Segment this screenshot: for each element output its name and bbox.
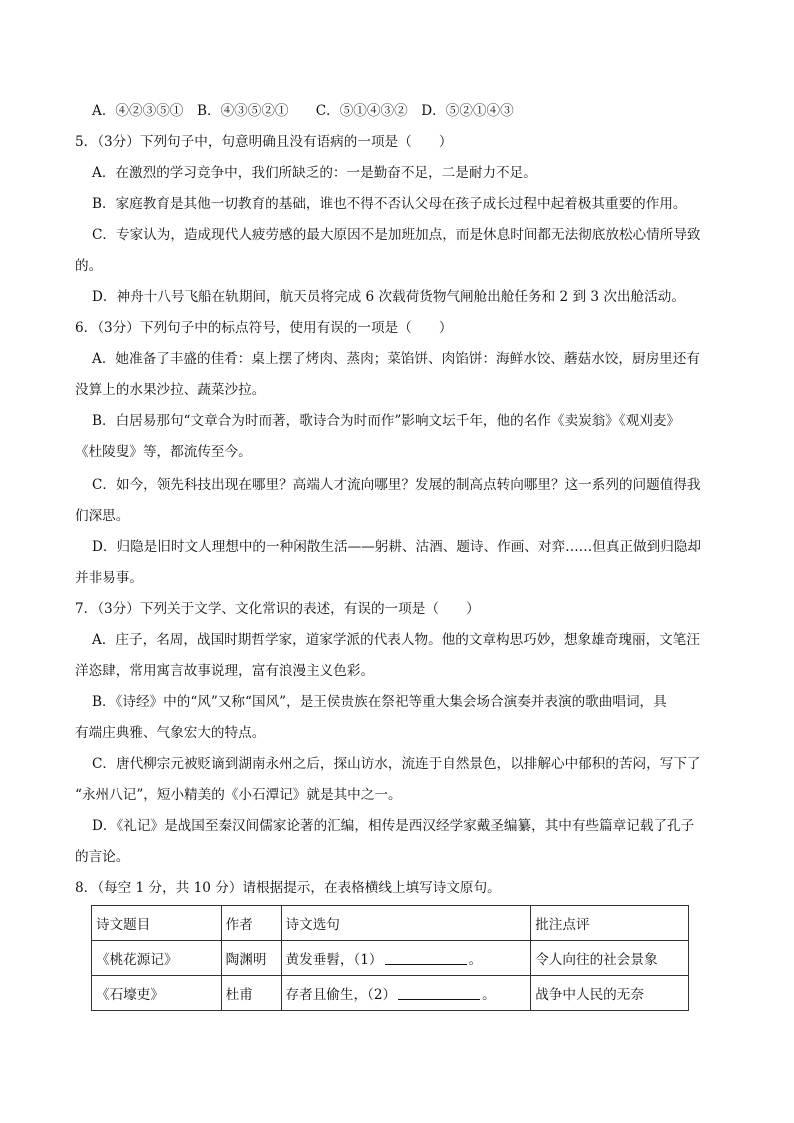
q6-option-c-line2: 们深思。 — [75, 508, 130, 524]
row-title: 《石壕吏》 — [92, 976, 222, 1011]
q6-option-d-line2: 并非易事。 — [75, 570, 143, 586]
excerpt-suffix: 。 — [468, 952, 483, 968]
excerpt-suffix: 。 — [482, 987, 496, 1003]
q7-option-d-line1: D．《礼记》是战国至秦汉间儒家论著的汇编，相传是西汉经学家戴圣编纂，其中有些篇章记载了孔子 — [92, 818, 695, 834]
q7-option-b-line2: 有端庄典雅、气象宏大的特点。 — [75, 725, 266, 741]
row-author: 陶渊明 — [221, 941, 281, 976]
q6-option-d-line1: D．归隐是旧时文人理想中的一种闲散生活——躬耕、沽酒、题诗、作画、对弈……但真正做到归隐却 — [92, 539, 702, 555]
q7-option-b-line1: B．《诗经》中的“风”又称“国风”，是王侯贵族在祭祀等重大集会场合演奏并表演的歌曲唱词，具 — [92, 694, 667, 710]
q7-option-a-line2: 洋恣肆，常用寓言故事说理，富有浪漫主义色彩。 — [75, 663, 375, 679]
q6-option-b-line2: 《杜陵叟》等，都流传至今。 — [75, 444, 252, 460]
row-excerpt — [281, 976, 531, 1011]
poem-fill-table — [91, 905, 689, 1011]
q5-option-a: A．在激烈的学习竞争中，我们所缺乏的：一是勤奋不足，二是耐力不足。 — [92, 165, 537, 181]
answer-blank-2[interactable] — [398, 985, 480, 1000]
table-row — [92, 976, 689, 1011]
header-title: 诗文题目 — [92, 906, 222, 941]
q5-stem: 5．（3分）下列句子中，句意明确且没有语病的一项是（ ） — [75, 134, 453, 150]
q5-option-b: B．家庭教育是其他一切教育的基础，谁也不得不否认父母在孩子成长过程中起着极其重要的作用。 — [92, 196, 687, 212]
row-comment: 令人向往的社会景象 — [531, 941, 689, 976]
excerpt-prefix: 存者且偷生，（2） — [285, 987, 397, 1003]
table-header-row — [92, 906, 689, 941]
q7-stem: 7．（3分）下列关于文学、文化常识的表述，有误的一项是（ ） — [75, 601, 480, 617]
row-excerpt — [281, 941, 531, 976]
table-row — [92, 941, 689, 976]
q5-option-c-line1: C．专家认为，造成现代人疲劳感的最大原因不是加班加点，而是休息时间都无法彻底放松心情所导致 — [92, 227, 701, 243]
header-comment: 批注点评 — [531, 906, 689, 941]
q8-stem: 8．（每空 1 分，共 10 分）请根据提示，在表格横线上填写诗文原句。 — [75, 880, 501, 896]
q7-option-d-line2: 的言论。 — [75, 849, 130, 865]
q6-option-a-line2: 没算上的水果沙拉、蔬菜沙拉。 — [75, 382, 266, 398]
q6-option-a-line1: A．她准备了丰盛的佳肴：桌上摆了烤肉、蒸肉；菜馅饼、肉馅饼：海鲜水饺、蘑菇水饺，厨房里还有 — [92, 351, 700, 367]
q6-option-c-line1: C．如今，领先科技出现在哪里？高端人才流向哪里？发展的制高点转向哪里？这一系列的问题值得我 — [92, 477, 701, 493]
q7-option-c-line1: C．唐代柳宗元被贬谪到湖南永州之后，探山访水，流连于自然景色，以排解心中郁积的苦闷，写下了 — [92, 756, 701, 772]
header-excerpt: 诗文选句 — [281, 906, 531, 941]
q6-option-b-line1: B．白居易那句“文章合为时而著，歌诗合为时而作”影响文坛千年，他的名作《卖炭翁》《观刈麦》 — [92, 413, 681, 429]
q4-options: A．④②③⑤① B．④③⑤②① C．⑤①④③② D．⑤②①④③ — [92, 103, 514, 119]
q7-option-c-line2: “永州八记”，短小精美的《小石潭记》就是其中之一。 — [75, 787, 402, 803]
q5-option-c-line2: 的。 — [75, 258, 103, 274]
excerpt-prefix: 黄发垂髫，（1） — [285, 952, 383, 968]
header-author: 作者 — [221, 906, 281, 941]
q6-stem: 6．（3分）下列句子中的标点符号，使用有误的一项是（ ） — [75, 320, 453, 336]
answer-blank-1[interactable] — [385, 950, 467, 965]
row-title: 《桃花源记》 — [92, 941, 222, 976]
row-author: 杜甫 — [221, 976, 281, 1011]
row-comment: 战争中人民的无奈 — [531, 976, 689, 1011]
q7-option-a-line1: A．庄子，名周，战国时期哲学家，道家学派的代表人物。他的文章构思巧妙，想象雄奇瑰丽，文笔汪 — [92, 632, 700, 648]
q5-option-d: D．神舟十八号飞船在轨期间，航天员将完成 6 次载荷货物气闸舱出舱任务和 2 到 3 次出舱活动。 — [92, 289, 685, 305]
